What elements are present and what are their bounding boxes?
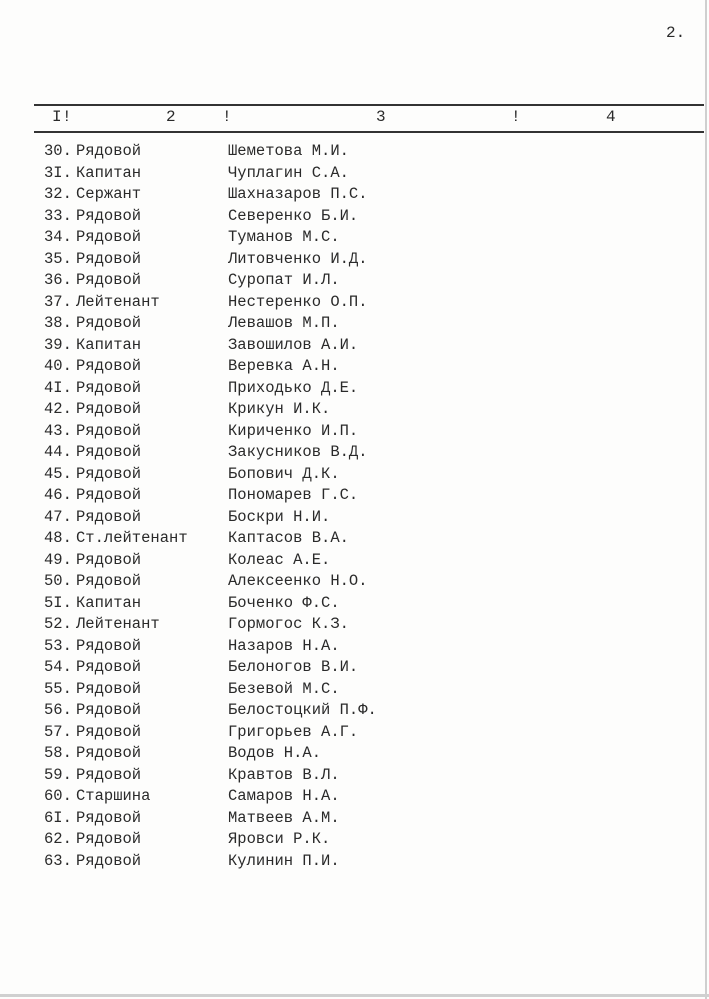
list-item (44, 141, 644, 163)
row-number: 52. (44, 615, 72, 633)
row-name: Гормогос К.З. (228, 615, 349, 633)
row-rank: Рядовой (76, 142, 142, 160)
row-rank: Лейтенант (76, 615, 160, 633)
row-rank: Рядовой (76, 808, 142, 827)
row-name: Колеас А.Е. (228, 550, 331, 569)
row-name: Крикун И.К. (228, 400, 331, 418)
row-name: Боченко Ф.С. (228, 593, 340, 612)
row-name: Матвеев А.М. (228, 808, 340, 827)
row-rank: Рядовой (76, 378, 142, 397)
row-number: 50. (44, 572, 72, 590)
row-rank: Сержант (76, 185, 142, 203)
row-name: Безевой М.С. (228, 679, 340, 698)
list-item (44, 206, 644, 228)
row-rank: Рядовой (76, 744, 142, 762)
page-edge-bottom (0, 994, 709, 997)
row-number: 58. (44, 744, 72, 762)
row-name: Кравтов В.Л. (228, 765, 340, 784)
list-item (44, 571, 644, 593)
row-name: Белостоцкий П.Ф. (228, 701, 377, 719)
list-item (44, 550, 644, 572)
row-number: 59. (44, 765, 72, 784)
row-rank: Рядовой (76, 228, 142, 246)
row-rank: Рядовой (76, 464, 142, 483)
personnel-list (44, 141, 644, 872)
row-rank: Рядовой (76, 550, 142, 569)
header-separator-1: ! (62, 108, 72, 126)
row-number: 43. (44, 421, 72, 440)
row-number: 48. (44, 529, 72, 547)
row-name: Белоногов В.И. (228, 658, 359, 676)
list-item (44, 249, 644, 271)
list-item (44, 356, 644, 378)
header-col-3: 3 (376, 108, 386, 126)
row-name: Нестеренко О.П. (228, 292, 368, 311)
row-rank: Рядовой (76, 249, 142, 268)
row-rank: Рядовой (76, 572, 142, 590)
list-item (44, 163, 644, 185)
row-number: 4I. (44, 378, 72, 397)
row-number: 53. (44, 636, 72, 655)
row-number: 47. (44, 507, 72, 526)
row-name: Григорьев А.Г. (228, 722, 359, 741)
row-number: 56. (44, 701, 72, 719)
row-name: Кириченко И.П. (228, 421, 359, 440)
row-rank: Рядовой (76, 722, 142, 741)
row-number: 55. (44, 679, 72, 698)
row-name: Левашов М.П. (228, 314, 340, 332)
list-item (44, 636, 644, 658)
row-rank: Рядовой (76, 765, 142, 784)
row-name: Северенко Б.И. (228, 206, 359, 225)
row-rank: Рядовой (76, 830, 142, 848)
list-item (44, 421, 644, 443)
header-separator-2: ! (222, 108, 232, 126)
row-number: 62. (44, 830, 72, 848)
row-rank: Рядовой (76, 357, 142, 375)
list-item (44, 765, 644, 787)
list-item (44, 700, 644, 722)
row-number: 33. (44, 206, 72, 225)
row-name: Чуплагин С.А. (228, 163, 349, 182)
list-item (44, 184, 644, 206)
row-name: Шахназаров П.С. (228, 185, 368, 203)
list-item (44, 270, 644, 292)
header-separator-3: ! (511, 108, 521, 126)
row-number: 42. (44, 400, 72, 418)
row-rank: Рядовой (76, 679, 142, 698)
header-rule-bottom (34, 131, 704, 133)
row-rank: Рядовой (76, 206, 142, 225)
header-col-4: 4 (606, 108, 616, 126)
row-name: Кулинин П.И. (228, 851, 340, 870)
row-number: 5I. (44, 593, 72, 612)
row-rank: Рядовой (76, 421, 142, 440)
row-number: 63. (44, 851, 72, 870)
row-number: 60. (44, 787, 72, 805)
row-rank: Рядовой (76, 658, 142, 676)
row-number: 32. (44, 185, 72, 203)
row-number: 54. (44, 658, 72, 676)
row-name: Назаров Н.А. (228, 636, 340, 655)
row-rank: Старшина (76, 787, 151, 805)
row-number: 57. (44, 722, 72, 741)
list-item (44, 313, 644, 335)
row-number: 49. (44, 550, 72, 569)
row-name: Боскри Н.И. (228, 507, 331, 526)
row-rank: Рядовой (76, 636, 142, 655)
row-number: 36. (44, 271, 72, 289)
row-number: 37. (44, 292, 72, 311)
list-item (44, 851, 644, 873)
row-rank: Рядовой (76, 314, 142, 332)
list-item (44, 399, 644, 421)
row-number: 40. (44, 357, 72, 375)
list-item (44, 485, 644, 507)
row-number: 45. (44, 464, 72, 483)
list-item (44, 786, 644, 808)
row-rank: Рядовой (76, 271, 142, 289)
row-name: Алексеенко Н.О. (228, 572, 368, 590)
list-item (44, 442, 644, 464)
list-item (44, 335, 644, 357)
row-number: 3I. (44, 163, 72, 182)
header-col-2: 2 (166, 108, 176, 126)
list-item (44, 227, 644, 249)
row-rank: Капитан (76, 163, 142, 182)
row-name: Шеметова М.И. (228, 142, 349, 160)
row-name: Закусников В.Д. (228, 443, 368, 461)
list-item (44, 507, 644, 529)
row-name: Водов Н.А. (228, 744, 322, 762)
row-number: 44. (44, 443, 72, 461)
list-item (44, 829, 644, 851)
row-rank: Рядовой (76, 701, 142, 719)
row-name: Яровси Р.К. (228, 830, 331, 848)
row-rank: Ст.лейтенант (76, 529, 188, 547)
page-edge-right (705, 0, 707, 999)
row-name: Самаров Н.А. (228, 787, 340, 805)
row-name: Каптасов В.А. (228, 529, 349, 547)
row-name: Бопович Д.К. (228, 464, 340, 483)
row-number: 35. (44, 249, 72, 268)
list-item (44, 593, 644, 615)
list-item (44, 743, 644, 765)
list-item (44, 808, 644, 830)
list-item (44, 378, 644, 400)
list-item (44, 528, 644, 550)
row-number: 34. (44, 228, 72, 246)
row-name: Завошилов А.И. (228, 335, 359, 354)
list-item (44, 464, 644, 486)
row-rank: Рядовой (76, 400, 142, 418)
row-number: 30. (44, 142, 72, 160)
list-item (44, 722, 644, 744)
row-name: Пономарев Г.С. (228, 486, 359, 504)
row-rank: Рядовой (76, 851, 142, 870)
list-item (44, 292, 644, 314)
row-name: Туманов М.С. (228, 228, 340, 246)
row-number: 6I. (44, 808, 72, 827)
list-item (44, 614, 644, 636)
header-col-1: I (52, 108, 62, 126)
row-number: 46. (44, 486, 72, 504)
page-number: 2. (666, 24, 686, 42)
row-name: Суропат И.Л. (228, 271, 340, 289)
row-number: 39. (44, 335, 72, 354)
row-rank: Лейтенант (76, 292, 160, 311)
row-rank: Рядовой (76, 486, 142, 504)
row-name: Литовченко И.Д. (228, 249, 368, 268)
row-name: Приходько Д.Е. (228, 378, 359, 397)
row-rank: Рядовой (76, 443, 142, 461)
row-rank: Капитан (76, 335, 142, 354)
row-name: Веревка А.Н. (228, 357, 340, 375)
list-item (44, 657, 644, 679)
list-item (44, 679, 644, 701)
row-number: 38. (44, 314, 72, 332)
row-rank: Капитан (76, 593, 142, 612)
header-rule-top (34, 104, 704, 106)
row-rank: Рядовой (76, 507, 142, 526)
